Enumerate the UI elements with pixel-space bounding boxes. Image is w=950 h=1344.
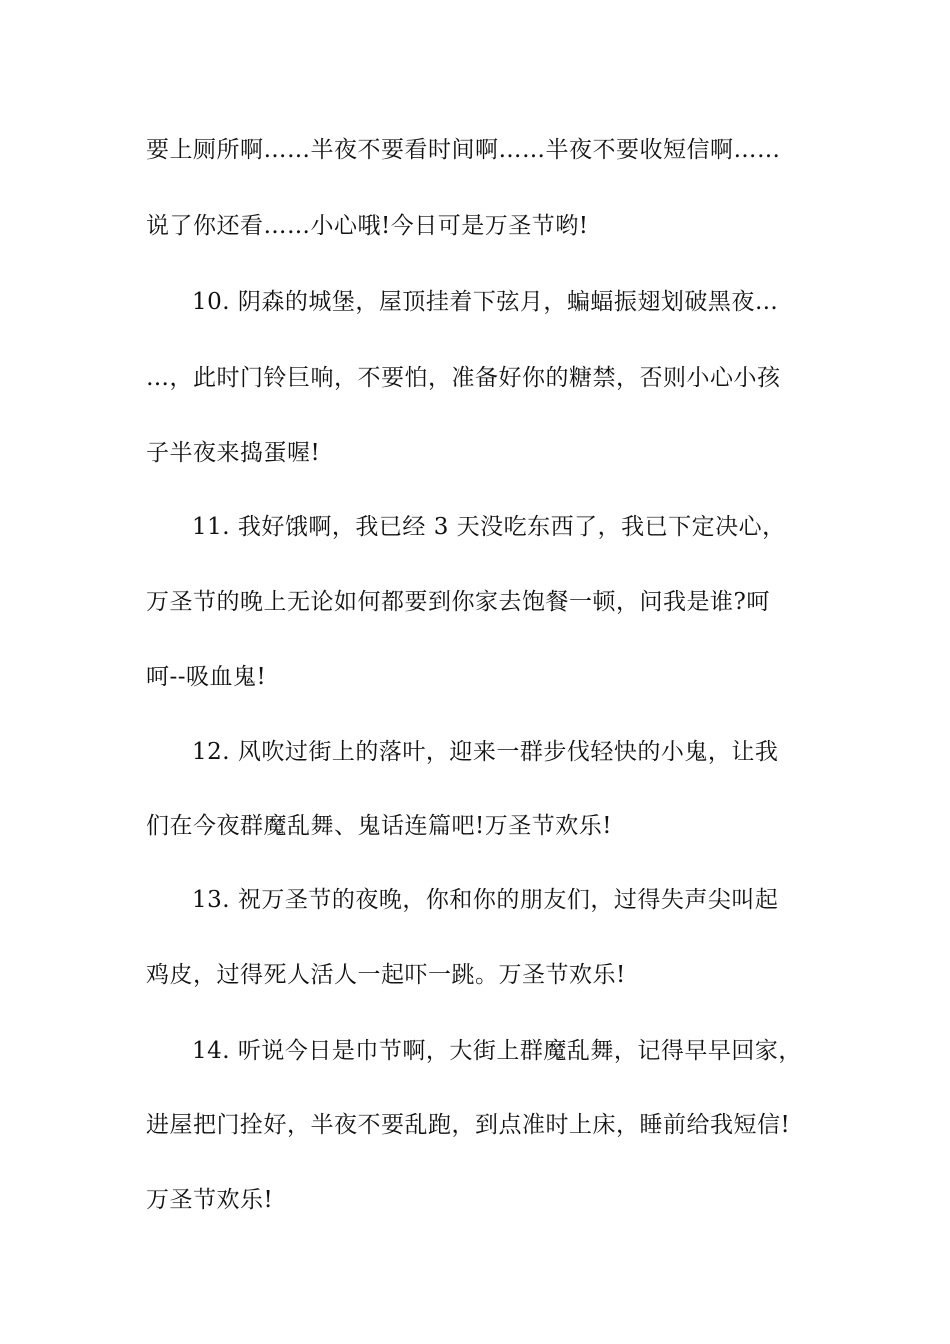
- text-line: 呵--吸血鬼!: [146, 664, 267, 690]
- paragraph-start-line: 11. 我好饿啊，我已经 3 天没吃东西了，我已下定决心，: [192, 514, 786, 540]
- text-line: 子半夜来捣蛋喔!: [146, 440, 321, 466]
- paragraph-start-line: 13. 祝万圣节的夜晚，你和你的朋友们，过得失声尖叫起: [192, 887, 779, 913]
- text-line: 要上厕所啊……半夜不要看时间啊……半夜不要收短信啊……: [146, 137, 781, 163]
- text-line: 鸡皮，过得死人活人一起吓一跳。万圣节欢乐!: [146, 962, 626, 988]
- text-line: 们在今夜群魔乱舞、鬼话连篇吧!万圣节欢乐!: [146, 813, 612, 839]
- text-line: 说了你还看……小心哦!今日可是万圣节哟!: [146, 213, 589, 239]
- paragraph-start-line: 10. 阴森的城堡，屋顶挂着下弦月，蝙蝠振翅划破黑夜…: [192, 289, 779, 315]
- paragraph-start-line: 12. 风吹过街上的落叶，迎来一群步伐轻快的小鬼，让我: [192, 739, 779, 765]
- text-line: 进屋把门拴好，半夜不要乱跑，到点准时上床，睡前给我短信!: [146, 1112, 791, 1138]
- text-line: …，此时门铃巨响，不要怕，准备好你的糖禁，否则小心小孩: [146, 365, 781, 391]
- text-line: 万圣节欢乐!: [146, 1187, 274, 1213]
- paragraph-start-line: 14. 听说今日是巾节啊，大街上群魔乱舞，记得早早回家，: [192, 1038, 802, 1064]
- text-line: 万圣节的晚上无论如何都要到你家去饱餐一顿，问我是谁?呵: [146, 589, 770, 615]
